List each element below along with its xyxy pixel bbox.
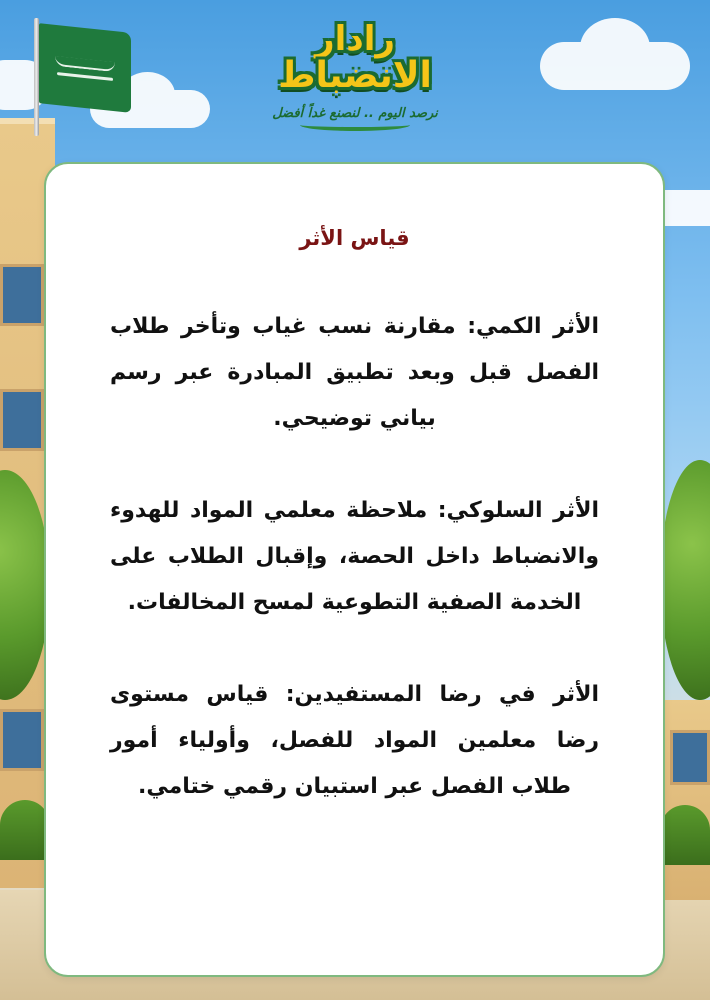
paragraph-beneficiary-satisfaction: الأثر في رضا المستفيدين: قياس مستوى رضا معلمين المواد للفصل، وأولياء أمور طلاب الفصل عبر استبيان رقمي ختامي. <box>110 682 599 799</box>
window <box>0 709 44 771</box>
window <box>0 264 44 326</box>
paragraph-quantitative-impact: الأثر الكمي: مقارنة نسب غياب وتأخر طلاب الفصل قبل وبعد تطبيق المبادرة عبر رسم بياني توضيحي. <box>110 314 599 431</box>
window <box>0 389 44 451</box>
window <box>670 730 710 785</box>
logo-tagline: نرصد اليوم .. لنصنع غداً أفضل <box>272 106 438 121</box>
logo-title-line2: الانضباط <box>278 55 432 96</box>
hedge <box>0 800 50 860</box>
tree <box>660 460 710 700</box>
paragraph-behavioral-impact: الأثر السلوكي: ملاحظة معلمي المواد للهدوء والانضباط داخل الحصة، وإقبال الطلاب على الخدمة الصفية التطوعية لمسح المخالفات. <box>110 498 599 615</box>
hedge <box>660 805 710 865</box>
cloud <box>540 42 690 90</box>
content-card <box>44 162 665 977</box>
school-building-right <box>664 700 710 900</box>
page-title: قياس الأثر <box>299 226 410 250</box>
flag-script <box>55 55 115 71</box>
saudi-flag-icon <box>39 23 131 113</box>
radar-logo <box>250 19 460 162</box>
flag-sword <box>57 72 113 81</box>
logo-title-line1: رادار <box>315 19 395 59</box>
logo-swoosh <box>300 119 410 131</box>
